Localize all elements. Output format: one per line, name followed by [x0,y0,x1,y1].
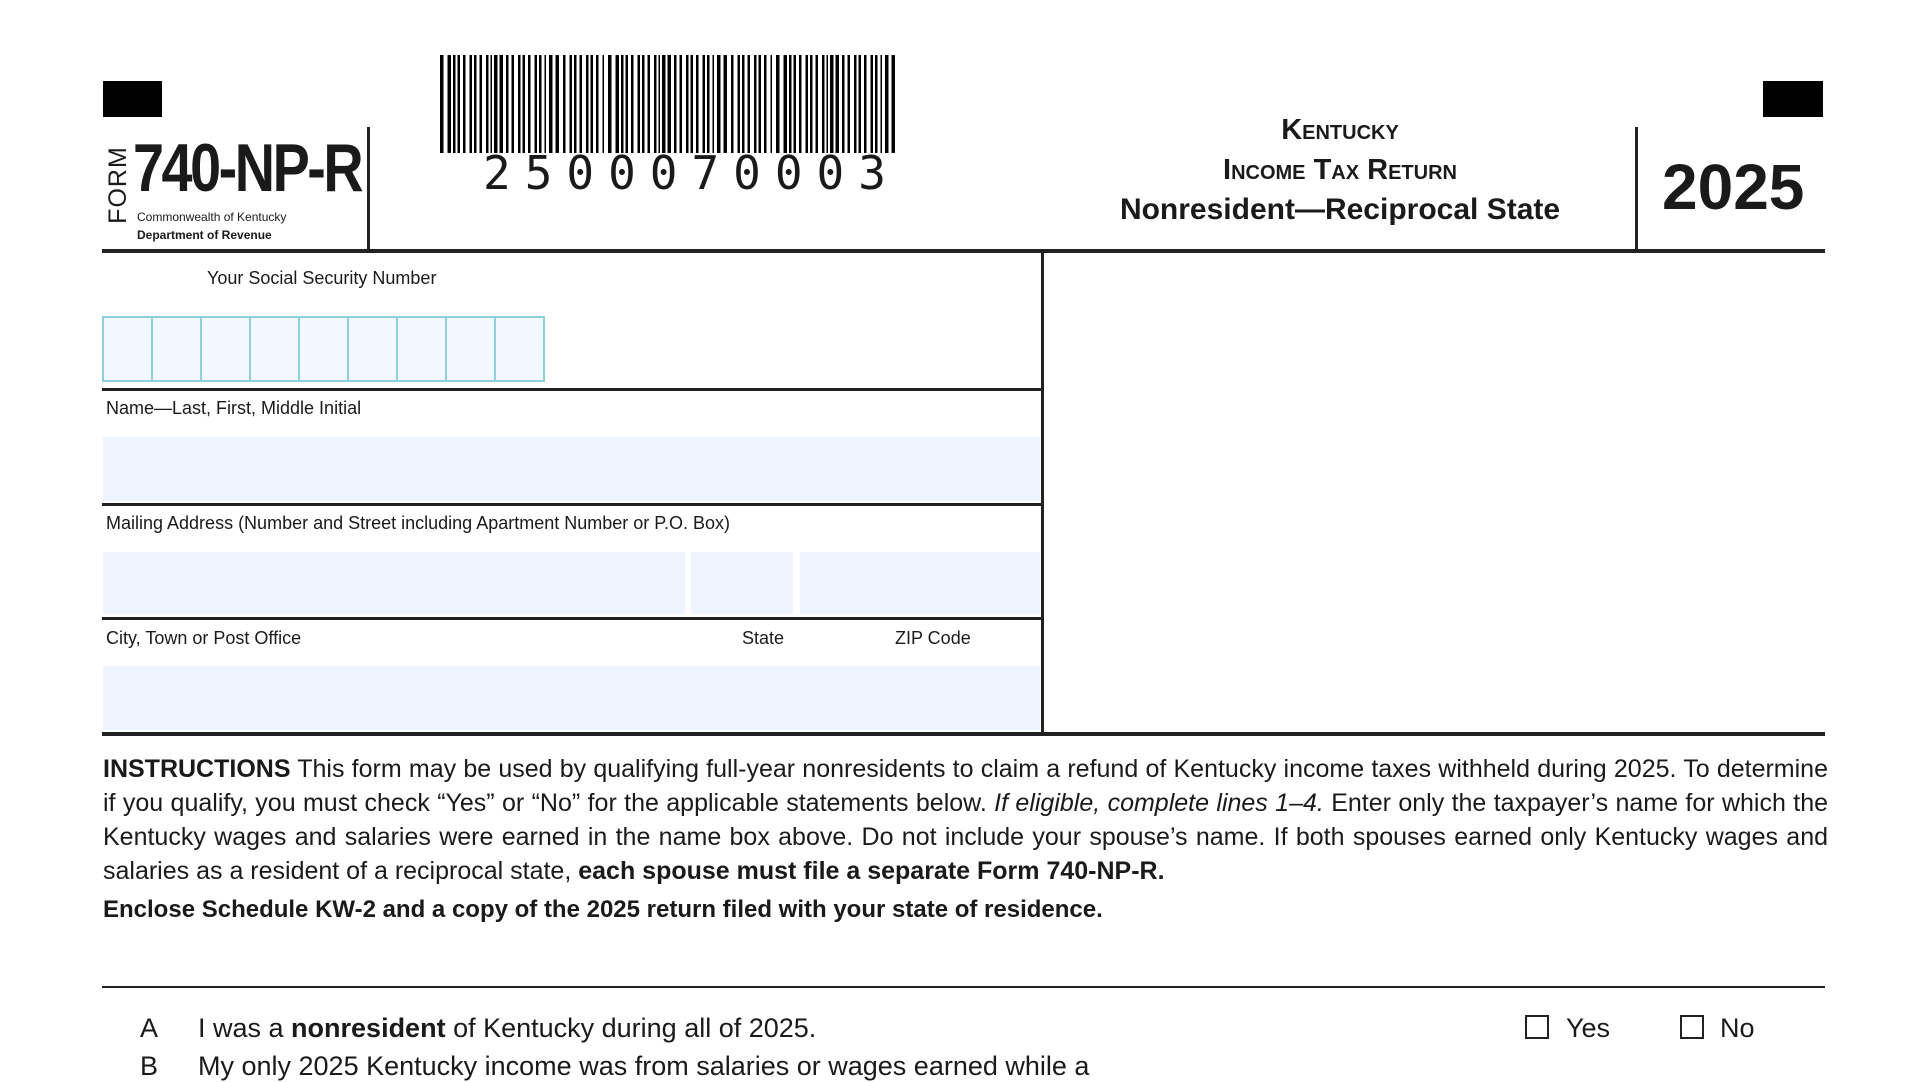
instructions-italic: If eligible, complete lines 1–4. [994,789,1324,817]
barcode-bar [621,55,624,153]
question-a-text-before: I was a [198,1013,292,1043]
barcode-bar [659,55,661,153]
barcode-bar [827,55,829,153]
barcode-bar [440,55,444,153]
mailing-address-input[interactable] [103,552,685,614]
ssn-label: Your Social Security Number [207,268,437,288]
barcode-bar [871,55,874,153]
state-label: State [742,628,785,648]
barcode-bar [463,55,466,153]
ssn-digit-box[interactable] [104,318,153,380]
form-number: 740-NP-R [133,130,362,206]
barcode-bar [822,55,825,153]
barcode-bar [759,55,762,153]
barcode-bar [799,55,802,153]
barcode-bar [580,55,583,153]
barcode-bar [586,55,589,153]
barcode-bar [549,55,553,153]
barcode-bar [642,55,645,153]
question-a-text [198,1013,816,1044]
question-a-no-label: No [1720,1013,1755,1043]
barcode-bar [724,55,728,153]
barcode-bar [662,55,666,153]
form-word-vertical: FORM [104,146,132,224]
ssn-digit-box[interactable] [251,318,300,380]
barcode-bar [776,55,780,153]
zip-label: ZIP Code [895,628,971,648]
title-subtitle: Nonresident—Reciprocal State [1119,193,1561,226]
barcode-bar [486,55,489,153]
barcode-bar [545,55,547,153]
barcode-bar [480,55,483,153]
header-divider-right [1635,127,1638,251]
barcode-bar [474,55,477,153]
barcode-bar [816,55,819,153]
barcode-bar [596,55,599,153]
barcode-bar [830,55,834,153]
barcode-bar [806,55,809,153]
barcode-bar [892,55,896,153]
barcode-bar [458,55,461,153]
question-a-yes-checkbox[interactable] [1525,1015,1549,1039]
barcode-bar [591,55,594,153]
barcode-bar [731,55,734,153]
barcode-bar [686,55,689,153]
instructions-text-2: Enter only the taxpayer’s name for which the Kentucky wages and salaries were earned in the name box above. Do not include your spouse’s name. If both spouses earned only Kentucky wages and salaries as a resident of a reciprocal state, [103,789,1829,885]
question-a-no-checkbox[interactable] [1680,1015,1704,1039]
barcode-bar [570,55,573,153]
barcode-bar [794,55,797,153]
barcode-bar [854,55,857,153]
barcode-bar [764,55,767,153]
ssn-digit-box[interactable] [349,318,398,380]
enclose-note: Enclose Schedule KW-2 and a copy of the 2025 return filed with your state of residence. [103,896,1103,923]
ssn-digit-box[interactable] [447,318,496,380]
section-rule [102,986,1825,988]
barcode-bar [500,55,504,153]
fields-divider-vertical [1041,251,1044,734]
question-a-yes-label: Yes [1566,1013,1611,1043]
barcode-bar [603,55,605,153]
barcode-bar [574,55,577,153]
barcode-bar [506,55,509,153]
barcode-bar [608,55,612,153]
field-rule-3 [102,617,1043,620]
barcode-bar [859,55,862,153]
barcode-bar [885,55,889,153]
question-a-letter: A [140,1013,159,1043]
barcode-bar [648,55,651,153]
barcode-bar [875,55,878,153]
tax-year: 2025 [1662,151,1805,223]
barcode-bar [842,55,845,153]
barcode-bar [518,55,521,153]
barcode-bar [668,55,672,153]
barcode-bar [696,55,699,153]
barcode-bar [748,55,751,153]
barcode-bar [742,55,745,153]
question-b-letter: B [140,1051,159,1081]
barcode-bar [754,55,757,153]
registration-mark-left [103,81,162,117]
barcode-bar [784,55,788,153]
barcode-bar [864,55,867,153]
barcode-bar [453,55,456,153]
barcode-bar [631,55,634,153]
barcode-bar [528,55,531,153]
title-state: Kentucky [1281,114,1399,146]
name-label: Name—Last, First, Middle Initial [106,398,362,418]
instructions-paragraph [103,752,1828,888]
header-bottom-rule [102,249,1825,253]
instructions-text-1: This form may be used by qualifying full-year nonresidents to claim a refund of Kentucky income taxes withheld during 2025. To determine if you qualify, you must check “Yes” or “No” for the applicable statements below. [103,755,1828,817]
barcode-bar [448,55,452,153]
title-return-type: Income Tax Return [1223,154,1457,186]
barcode-bar [470,55,473,153]
barcode-bar [491,55,493,153]
ssn-digit-box[interactable] [202,318,251,380]
barcode-bar [707,55,710,153]
barcode-bar [717,55,721,153]
city-label: City, Town or Post Office [106,628,302,648]
barcode-image [440,55,897,153]
barcode-bar [616,55,620,153]
mailing-address-label: Mailing Address (Number and Street including Apartment Number or P.O. Box) [106,513,730,533]
barcode-number: 2500070003 [483,146,900,200]
barcode-bar [836,55,840,153]
barcode-bar [691,55,694,153]
barcode-bar [771,55,773,153]
ssn-digit-box[interactable] [153,318,202,380]
barcode-bar [535,55,538,153]
field-rule-1 [102,388,1043,391]
barcode-bar [810,55,813,153]
fields-bottom-rule [102,732,1825,736]
barcode-bar [703,55,706,153]
registration-mark-right [1763,81,1823,117]
header-divider-left [367,127,370,251]
barcode-bar [881,55,883,153]
barcode-bar [848,55,851,153]
question-b-text: My only 2025 Kentucky income was from salaries or wages earned while a [198,1051,1090,1081]
barcode-bar [563,55,566,153]
barcode-bar [638,55,641,153]
name-input[interactable] [103,437,1040,501]
barcode-bar [556,55,560,153]
barcode-bar [789,55,792,153]
mailing-address-input-3[interactable] [800,552,1040,614]
ssn-digit-box[interactable] [300,318,349,380]
barcode-bar [512,55,515,153]
barcode-bar [523,55,526,153]
question-a-text-bold: nonresident [291,1013,446,1043]
city-state-zip-input[interactable] [103,666,1040,730]
barcode-bar [713,55,715,153]
field-rule-2 [102,503,1043,506]
barcode-bar [738,55,741,153]
ssn-input[interactable] [102,316,545,382]
department-label: Department of Revenue [137,228,272,242]
instructions-bold-end: each spouse must file a separate Form 740-NP-R. [578,857,1165,885]
question-a-text-after: of Kentucky during all of 2025. [445,1013,817,1043]
commonwealth-label: Commonwealth of Kentucky [137,210,287,224]
barcode-bar [494,55,498,153]
instructions-heading: INSTRUCTIONS [103,755,291,783]
barcode-bar [654,55,657,153]
barcode-bar [680,55,683,153]
barcode-bar [539,55,542,153]
ssn-digit-box[interactable] [398,318,447,380]
ssn-digit-box[interactable] [496,318,543,380]
mailing-address-input-2[interactable] [691,552,793,614]
barcode-bar [626,55,629,153]
barcode-bar [674,55,677,153]
